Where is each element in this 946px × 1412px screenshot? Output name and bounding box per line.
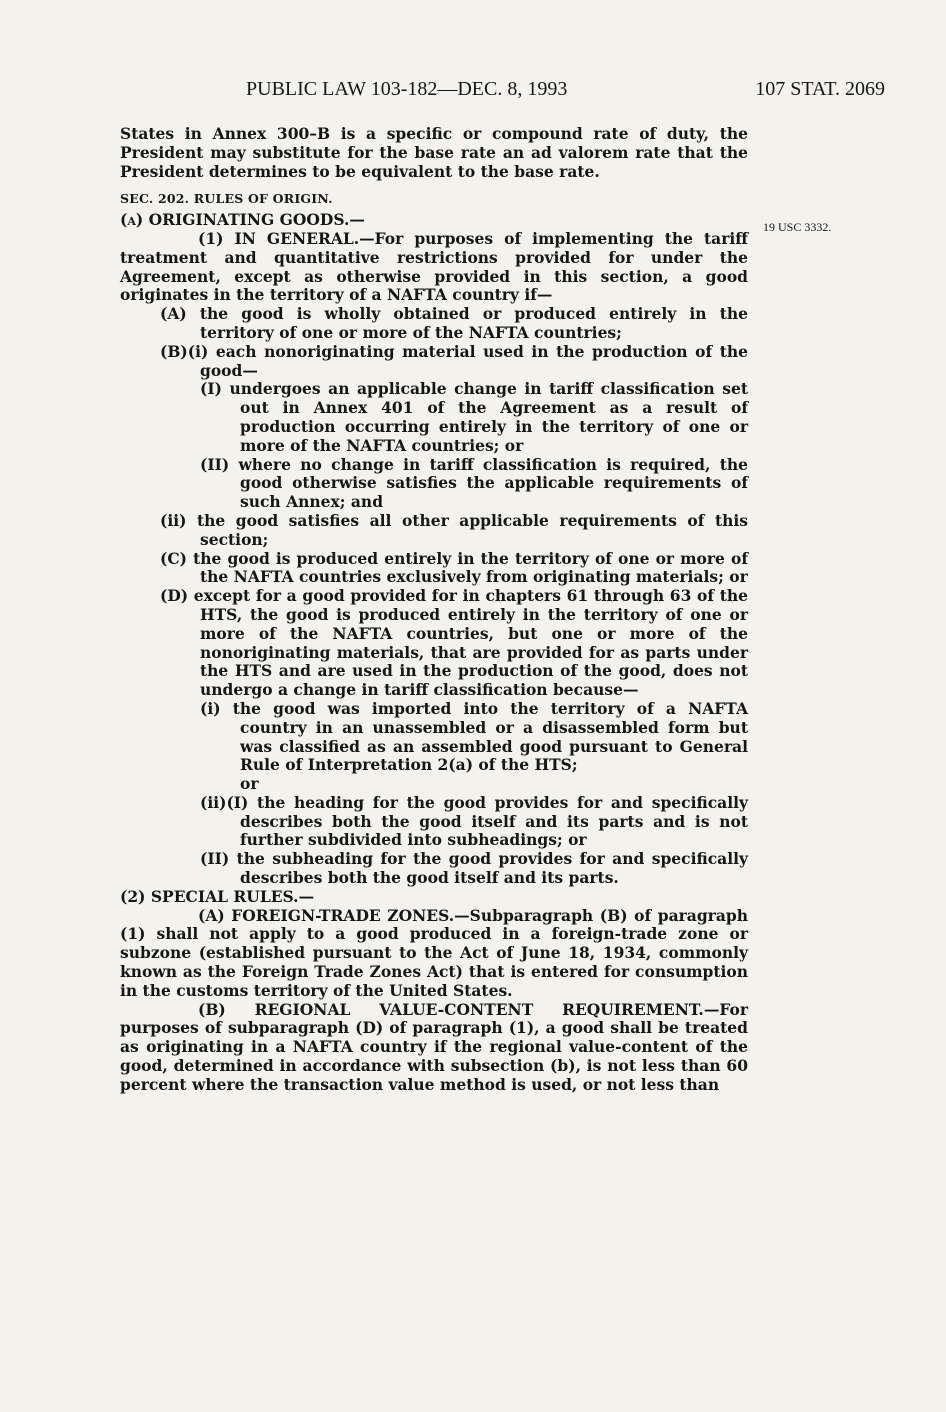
subclause-b-i-I: (I) undergoes an applicable change in tariff classification set out in Annex 401 of the Agreement as a result of production occurring entirely in the territory of one or more of the NAFTA countries; or [200, 379, 748, 455]
paragraph-2-a [120, 907, 748, 1001]
subsection-heading-a [120, 211, 748, 230]
subparagraph-d: (D) except for a good provided for in chapters 61 through 63 of the HTS, the good is produced entirely in the territory of one or more of the NAFTA countries, but one or more of the nonoriginating materials, that are provided for as parts under the HTS and are used in the production of the good, does not undergo a change in tariff classification because— [160, 586, 748, 700]
clause-d-ii-II: (II) the subheading for the good provides for and specifically describes both the good itself and its parts. [200, 849, 748, 888]
clause-b-ii: (ii) the good satisfies all other applicable requirements of this section; [160, 510, 748, 549]
margin-note-usc: 19 USC 3332. [763, 220, 832, 234]
header-stat-number: 107 STAT. 2069 [755, 78, 885, 100]
subparagraph-b-i: (B)(i) each nonoriginating material used in the production of the good— [160, 341, 748, 380]
clause-d-ii-I: (ii)(I) the heading for the good provides for and specifically describes both the good itself and its parts and is not further subdivided into subheadings; or [200, 792, 748, 850]
paragraph-2-b [120, 1001, 748, 1095]
paragraph-1 [120, 230, 748, 305]
paragraph-2-b-text: For purposes of subparagraph (D) of paragraph (1), a good shall be treated as originating in a NAFTA country if the regional value-content of the good, determined in accordance with subsection (b), is not less than 60 percent where the transaction value method is used, or not less than [120, 999, 748, 1094]
subsection-a-label: (a) ORIGINATING GOODS.— [120, 210, 365, 230]
paragraph-continuation: States in Annex 300–B is a specific or compound rate of duty, the President may substitute for the base rate an ad valorem rate that the President determines to be equivalent to the base rate. [120, 124, 748, 181]
header-title: PUBLIC LAW 103-182—DEC. 8, 1993 [246, 78, 568, 100]
paragraph-2-a-text: Subparagraph (B) of paragraph (1) shall not apply to a good produced in a foreign-trade zone or subzone (established pursuant to the Act of June 18, 1934, commonly known as the Foreign Trade Zones Act) that is entered for consumption in the customs territory of the United States. [120, 905, 748, 1000]
subparagraph-c: (C) the good is produced entirely in the territory of one or more of the NAFTA countries exclusively from originating materials; or [160, 548, 748, 587]
page-header [120, 78, 885, 104]
clause-d-i: (i) the good was imported into the territory of a NAFTA country in an unassembled or a disassembled form but was classified as an assembled good pursuant to General Rule of Interpretation 2(a) of the HTS; [200, 698, 748, 775]
paragraph-2-label: (2) SPECIAL RULES.— [120, 886, 315, 906]
paragraph-2-a-label: (A) FOREIGN-TRADE ZONES.— [198, 905, 470, 925]
paragraph-2-b-label: (B) REGIONAL VALUE-CONTENT REQUIREMENT.— [198, 999, 720, 1019]
clause-d-i-or: or [240, 774, 259, 794]
subclause-b-i-II: (II) where no change in tariff classification is required, the good otherwise satisfies the applicable requirements of such Annex; and [200, 454, 748, 512]
document-body [120, 125, 748, 1095]
paragraph-1-text: For purposes of implementing the tariff treatment and quantitative restrictions provided for under the Agreement, except as otherwise provided in this section, a good originates in the territory of a NAFTA country if— [120, 228, 748, 305]
paragraph-1-label: (1) IN GENERAL.— [198, 228, 375, 248]
section-heading: SEC. 202. RULES OF ORIGIN. [120, 191, 333, 207]
subparagraph-a: (A) the good is wholly obtained or produced entirely in the territory of one or more of the NAFTA countries; [160, 304, 748, 342]
paragraph-2-heading [120, 888, 748, 907]
